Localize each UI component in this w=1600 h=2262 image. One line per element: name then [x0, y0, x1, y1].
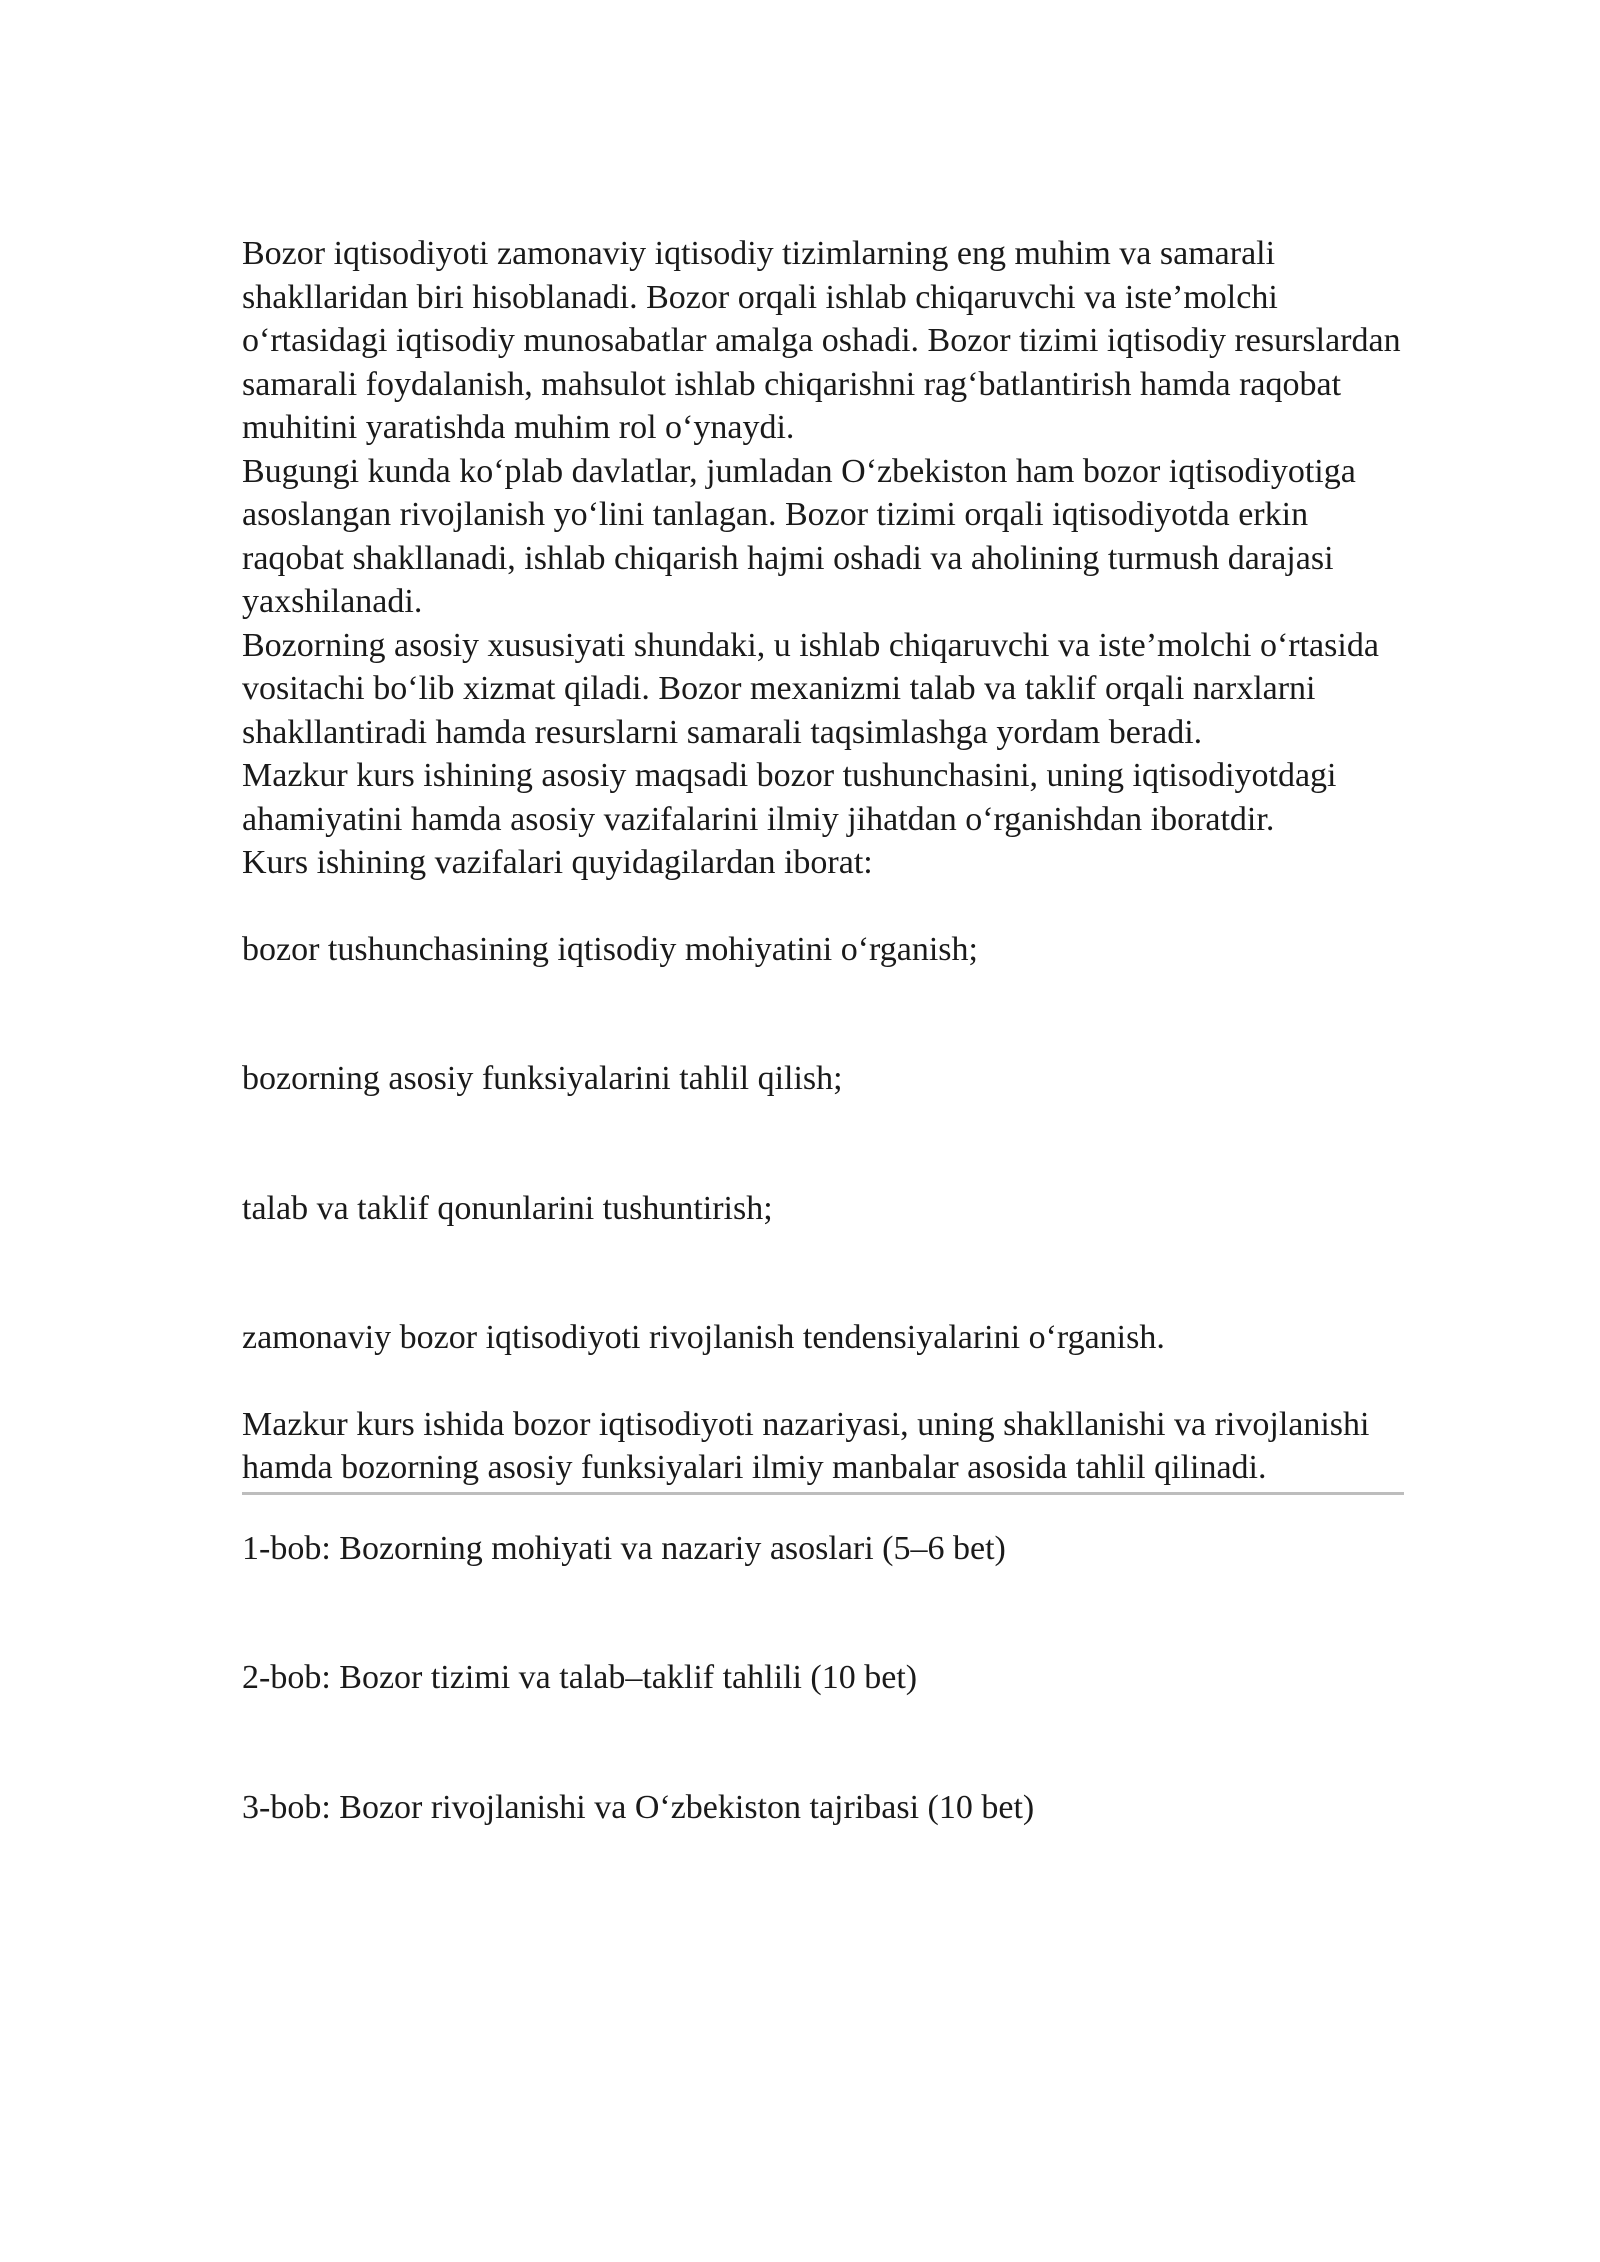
chapter-item: 1-bob: Bozorning mohiyati va nazariy asoslari (5–6 bet) — [242, 1529, 1006, 1567]
intro-paragraph: Bugungi kunda ko‘plab davlatlar, jumladan O‘zbekiston ham bozor iqtisodiyotiga asoslangan rivojlanish yo‘lini tanlagan. Bozor tizimi orqali iqtisodiyotda erkin raqobat shakllanadi, ishlab chiqarish hajmi oshadi va aholining turmush darajasi yaxshilanadi. — [242, 452, 1356, 620]
tasks-heading: Kurs ishining vazifalari quyidagilardan iborat: — [242, 844, 873, 881]
task-item: zamonaviy bozor iqtisodiyoti rivojlanish tendensiyalarini o‘rganish. — [242, 1319, 1165, 1356]
section-divider — [242, 1492, 1404, 1495]
intro-paragraph: Mazkur kurs ishining asosiy maqsadi bozor tushunchasini, uning iqtisodiyotdagi ahamiyatini hamda asosiy vazifalarini ilmiy jihatdan o‘rganishdan iboratdir. — [242, 757, 1337, 838]
chapter-item: 2-bob: Bozor tizimi va talab–taklif tahlili (10 bet) — [242, 1659, 918, 1696]
chapter-item: 3-bob: Bozor rivojlanishi va O‘zbekiston tajribasi (10 bet) — [242, 1788, 1035, 1826]
tasks-list — [242, 928, 1402, 1360]
chapters-list — [242, 1527, 1402, 1830]
intro-paragraph: Bozorning asosiy xususiyati shundaki, u ishlab chiqaruvchi va iste’molchi o‘rtasida vositachi bo‘lib xizmat qiladi. Bozor mexanizmi talab va taklif orqali narxlarni shakllantiradi hamda resurslarni samarali taqsimlashga yordam beradi. — [242, 626, 1379, 751]
closing-paragraph: Mazkur kurs ishida bozor iqtisodiyoti nazariyasi, uning shakllanishi va rivojlanishi hamda bozorning asosiy funksiyalari ilmiy manbalar asosida tahlil qilinadi. — [242, 1405, 1370, 1486]
intro-paragraph: Bozor iqtisodiyoti zamonaviy iqtisodiy tizimlarning eng muhim va samarali shakllaridan biri hisoblanadi. Bozor orqali ishlab chiqaruvchi va iste’molchi o‘rtasidagi iqtisodiy munosabatlar amalga oshadi. Bozor tizimi iqtisodiy resurslardan samarali foydalanish, mahsulot ishlab chiqarishni rag‘batlantirish hamda raqobat muhitini yaratishda muhim rol o‘ynaydi. — [242, 235, 1401, 446]
introduction — [242, 232, 1402, 841]
task-item: bozorning asosiy funksiyalarini tahlil qilish; — [242, 1060, 843, 1097]
task-item: bozor tushunchasining iqtisodiy mohiyatini o‘rganish; — [242, 930, 978, 968]
document-page — [242, 232, 1402, 1829]
task-item: talab va taklif qonunlarini tushuntirish; — [242, 1189, 773, 1227]
